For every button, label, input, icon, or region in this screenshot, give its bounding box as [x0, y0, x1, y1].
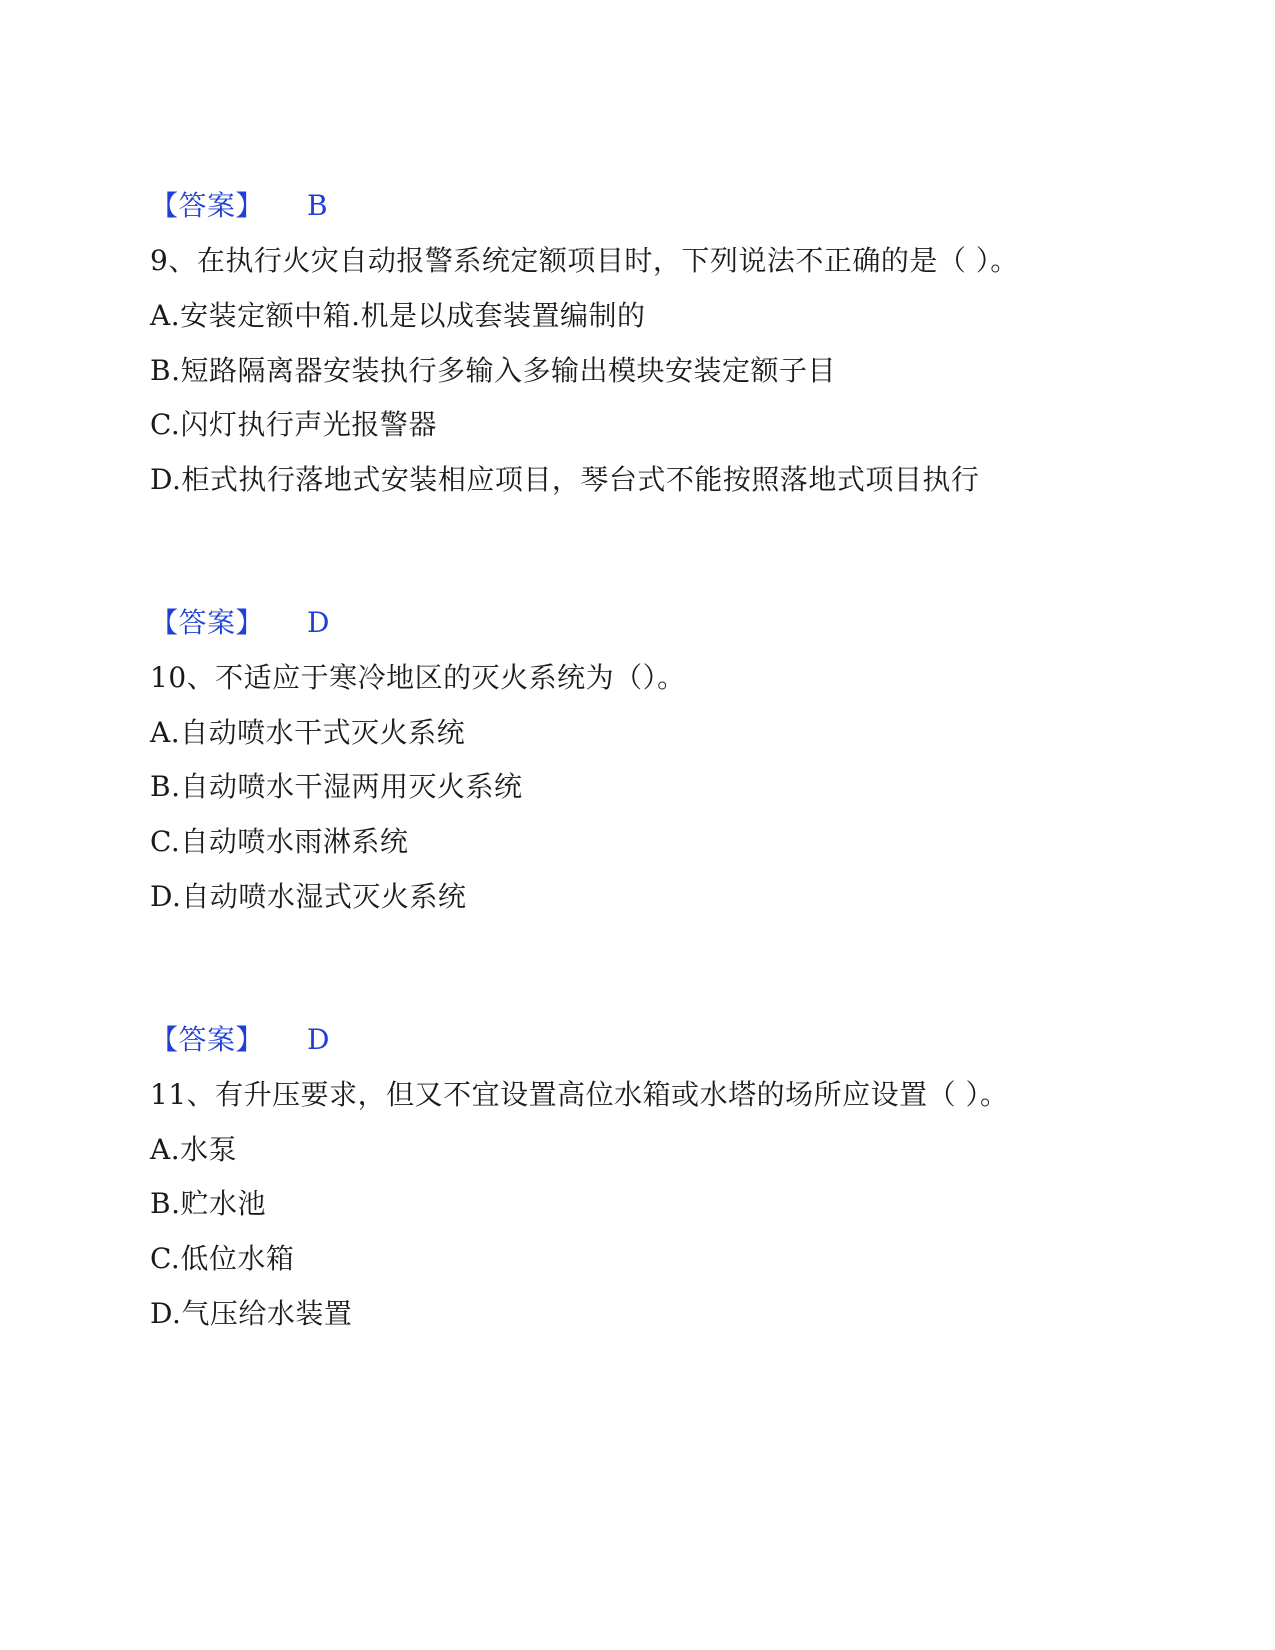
question-text: 9、在执行火灾自动报警系统定额项目时，下列说法不正确的是（ ）。 [150, 244, 1019, 277]
option-d: D.气压给水装置 [150, 1297, 353, 1330]
answer-value: D [307, 1023, 330, 1056]
answer-label: 【答案】 [150, 606, 265, 639]
answer-line [150, 188, 329, 224]
option-c: C.低位水箱 [150, 1242, 295, 1275]
answer-value: D [307, 606, 330, 639]
option-c: C.自动喷水雨淋系统 [150, 825, 409, 858]
answer-line [150, 605, 330, 641]
answer-label: 【答案】 [150, 189, 265, 222]
answer-label: 【答案】 [150, 1023, 265, 1056]
option-b: B.短路隔离器安装执行多输入多输出模块安装定额子目 [150, 354, 836, 387]
option-c: C.闪灯执行声光报警器 [150, 408, 437, 441]
question-text: 10、不适应于寒冷地区的灭火系统为（）。 [150, 661, 686, 694]
answer-line [150, 1022, 330, 1058]
option-d: D.自动喷水湿式灭火系统 [150, 880, 467, 913]
option-b: B.贮水池 [150, 1187, 266, 1220]
option-b: B.自动喷水干湿两用灭火系统 [150, 770, 523, 803]
option-a: A.安装定额中箱.机是以成套装置编制的 [150, 299, 646, 332]
answer-value: B [307, 189, 329, 222]
option-a: A.水泵 [150, 1133, 238, 1166]
question-text: 11、有升压要求，但又不宜设置高位水箱或水塔的场所应设置（ ）。 [150, 1078, 1009, 1111]
option-d: D.柜式执行落地式安装相应项目，琴台式不能按照落地式项目执行 [150, 463, 980, 496]
option-a: A.自动喷水干式灭火系统 [150, 716, 466, 749]
